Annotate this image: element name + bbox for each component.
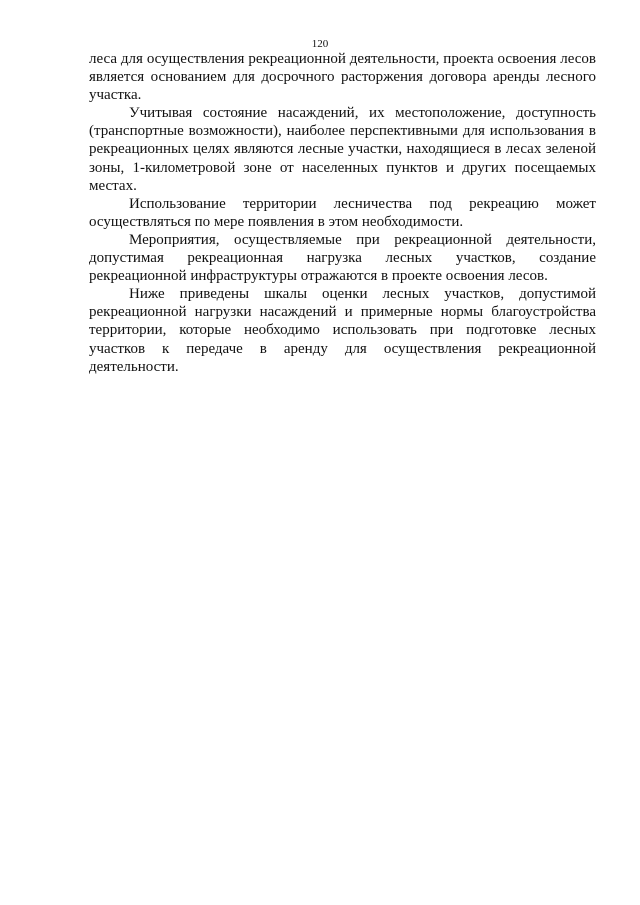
- paragraph-territory-use: Использование территории лесничества под рекреацию может осуществляться по мере появления в этом необходимости.: [89, 195, 596, 230]
- document-body: [89, 50, 596, 376]
- paragraph-continuation: леса для осуществления рекреационной деятельности, проекта освоения лесов является основанием для досрочного расторжения договора аренды лесного участка.: [89, 51, 596, 104]
- page-number: 120: [311, 38, 329, 50]
- paragraph-scales: Ниже приведены шкалы оценки лесных участков, допустимой рекреационной нагрузки насаждений и примерные нормы благоустройства территории, которые необходимо использовать при подготовке лесных участков к передаче в аренду для осуществления рекреационной деятельности.: [89, 286, 596, 375]
- paragraph-measures: Мероприятия, осуществляемые при рекреационной деятельности, допустимая рекреационная нагрузка лесных участков, создание рекреационной инфраструктуры отражаются в проекте освоения лесов.: [89, 231, 596, 285]
- paragraph-promising-areas: Учитывая состояние насаждений, их местоположение, доступность (транспортные возможности), наиболее перспективными для использования в рекреационных целях являются лесные участки, находящиеся в лесах зеленой зоны, 1-километровой зоне от населенных пунктов и других посещаемых местах.: [89, 105, 596, 194]
